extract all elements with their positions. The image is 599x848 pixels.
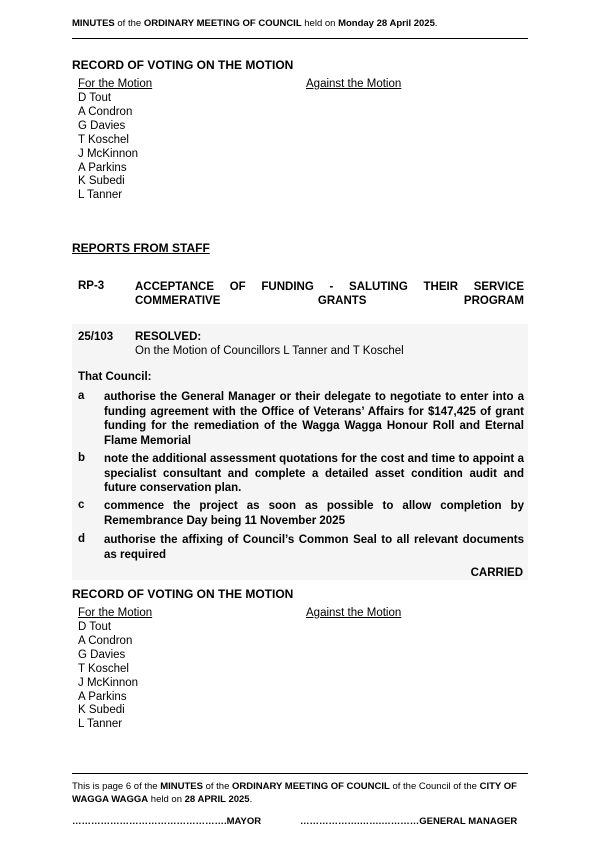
voter-name: D Tout [78, 92, 112, 104]
header-of: of the [114, 18, 144, 29]
voter-name: A Condron [78, 105, 133, 118]
footer-minutes: MINUTES [160, 781, 203, 792]
page-footer [72, 780, 528, 806]
resolution-number: 25/103 [78, 331, 114, 343]
voter-name: D Tout [78, 621, 112, 633]
voter-name: A Parkins [78, 161, 127, 174]
against-motion-label: Against the Motion [306, 607, 402, 619]
header-meeting: ORDINARY MEETING OF COUNCIL [143, 18, 302, 29]
for-motion-list [78, 92, 138, 203]
item-text: authorise the affixing of Council’s Common Seal to all relevant documents as required [104, 534, 524, 561]
item-label: a [78, 390, 85, 402]
voter-name: K Subedi [78, 175, 125, 188]
voter-name: A Parkins [78, 690, 127, 703]
item-label: b [78, 452, 86, 464]
mayor-signature-line: ………………………………………….MAYOR [72, 816, 262, 827]
footer-council-of: of the Council of the [389, 781, 480, 792]
voter-name: J McKinnon [78, 676, 139, 689]
header-divider [72, 38, 528, 39]
voter-name: T Koschel [78, 133, 129, 146]
page-header [72, 18, 438, 29]
against-motion-label: Against the Motion [306, 78, 402, 90]
item-text: commence the project as soon as possible to allow completion by Remembrance Day being 11 November 2025 [104, 500, 524, 527]
report-code: RP-3 [78, 280, 105, 292]
resolution-item [78, 499, 524, 528]
footer-of: of the [202, 781, 233, 792]
resolved-label: RESOLVED: [135, 331, 202, 343]
item-text: note the additional assessment quotations for the cost and time to appoint a specialist consultant and complete a detailed asset condition audit and future conservation plan. [104, 453, 524, 494]
header-held-on: held on [301, 18, 339, 29]
voter-name: K Subedi [78, 704, 125, 717]
resolution-item [78, 533, 524, 562]
voter-name: G Davies [78, 648, 126, 661]
resolution-mover: On the Motion of Councillors L Tanner and T Koschel [135, 345, 404, 357]
reports-heading: REPORTS FROM STAFF [72, 241, 210, 255]
resolution-item [78, 452, 524, 496]
header-date: Monday 28 April 2025 [338, 18, 435, 29]
carried-label: CARRIED [470, 567, 523, 579]
that-council-label: That Council: [78, 371, 152, 383]
voter-name: G Davies [78, 119, 126, 132]
voter-name: L Tanner [78, 718, 123, 731]
footer-date: 28 APRIL 2025 [184, 794, 250, 805]
item-text: authorise the General Manager or their delegate to negotiate to enter into a funding agreement with the Office of Veterans’ Affairs for $147,425 of grant funding for the remediation of the Wagga Wagga Honour Roll and Eternal Flame Memorial [104, 391, 524, 447]
voting-record-title: RECORD OF VOTING ON THE MOTION [72, 587, 294, 601]
resolution-item [78, 390, 524, 448]
voter-name: J McKinnon [78, 147, 139, 160]
header-minutes: MINUTES [72, 18, 115, 29]
footer-page-text: This is page 6 of the [72, 781, 161, 792]
footer-period: . [249, 794, 253, 805]
for-motion-list [78, 621, 138, 732]
voting-record-title: RECORD OF VOTING ON THE MOTION [72, 58, 294, 72]
footer-held-on: held on [148, 794, 185, 805]
header-period: . [434, 18, 438, 29]
for-motion-label: For the Motion [78, 78, 153, 90]
item-label: d [78, 533, 86, 545]
voter-name: A Condron [78, 634, 133, 647]
footer-meeting: ORDINARY MEETING OF COUNCIL [232, 781, 390, 792]
footer-divider [72, 773, 528, 774]
general-manager-signature-line: ……………….…….…………GENERAL MANAGER [300, 816, 518, 827]
footer-city: CITY OF WAGGA WAGGA [72, 781, 517, 805]
for-motion-label: For the Motion [78, 607, 153, 619]
voter-name: L Tanner [78, 189, 123, 202]
report-title: ACCEPTANCE OF FUNDING - SALUTING THEIR SERVICE COMMERATIVE GRANTS PROGRAM [135, 281, 524, 307]
item-label: c [78, 499, 85, 511]
voter-name: T Koschel [78, 662, 129, 675]
